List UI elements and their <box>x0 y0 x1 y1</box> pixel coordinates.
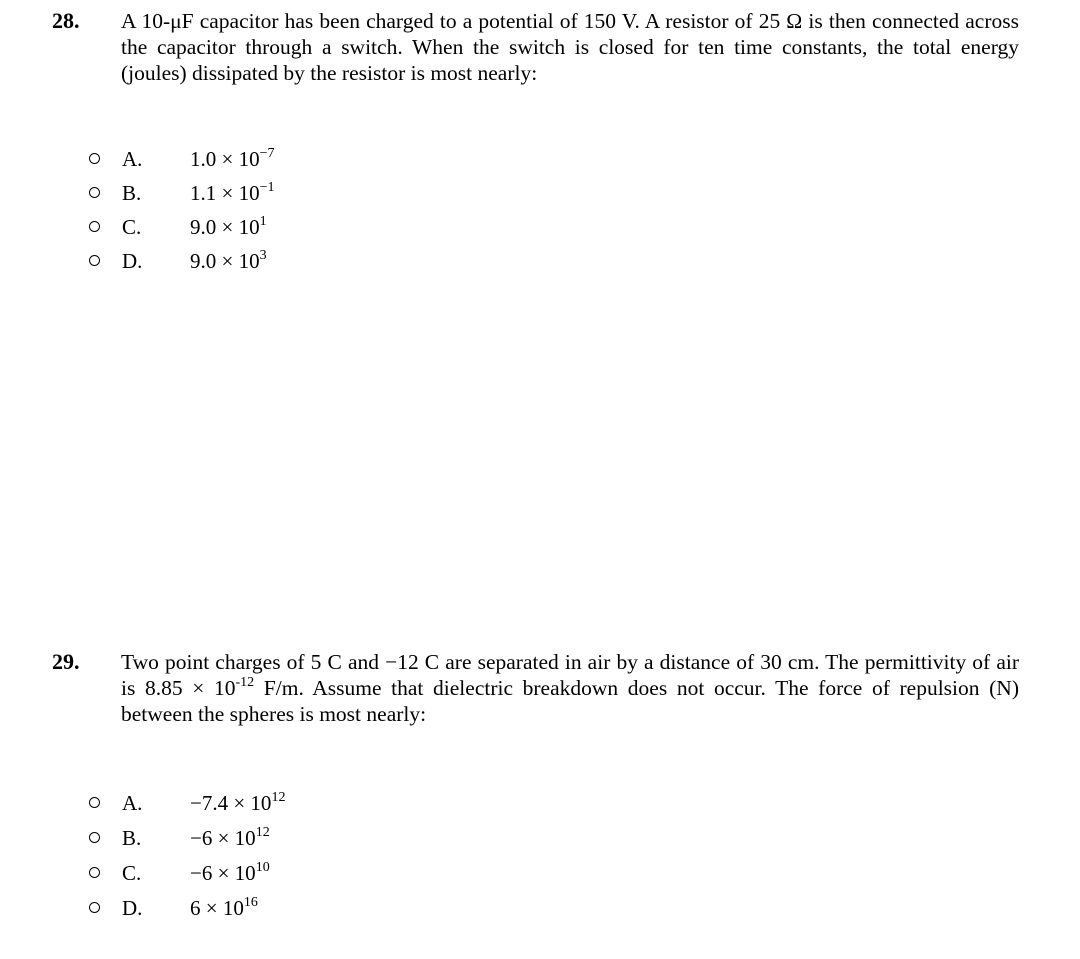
option-c[interactable] <box>0 214 600 248</box>
radio-button[interactable] <box>89 187 100 198</box>
option-value: $-7.4 \times 10^{12}$ <box>190 790 286 815</box>
option-a[interactable] <box>0 790 600 824</box>
option-letter: B. <box>122 826 142 850</box>
option-value: $-6 \times 10^{10}$ <box>190 860 270 885</box>
option-value: $6 \times 10^{16}$ <box>190 895 258 920</box>
radio-button[interactable] <box>89 832 100 843</box>
option-letter: D. <box>122 249 143 273</box>
option-letter: A. <box>122 147 143 171</box>
question-number: 29. <box>52 649 80 674</box>
option-value: $1.0 \times 10^{-7}$ <box>190 146 275 171</box>
option-letter: A. <box>122 791 143 815</box>
option-c[interactable] <box>0 860 600 894</box>
question-text: Two point charges of 5 C and −12 C are separated in air by a distance of 30 cm. The permittivity of air is $8.85 \times 10^{-12}$ F/m. Assume that dielectric breakdown does not occur. The force of repulsion (N) between the spheres is most nearly: <box>121 650 1019 726</box>
option-letter: B. <box>122 181 142 205</box>
radio-button[interactable] <box>89 153 100 164</box>
option-letter: C. <box>122 215 142 239</box>
option-value: $-6 \times 10^{12}$ <box>190 825 270 850</box>
option-b[interactable] <box>0 180 600 214</box>
option-letter: C. <box>122 861 142 885</box>
radio-button[interactable] <box>89 797 100 808</box>
radio-button[interactable] <box>89 255 100 266</box>
question-number: 28. <box>52 8 80 33</box>
option-value: $1.1 \times 10^{-1}$ <box>190 180 275 205</box>
option-a[interactable] <box>0 146 600 180</box>
option-value: $9.0 \times 10^1$ <box>190 214 267 239</box>
option-value: $9.0 \times 10^3$ <box>190 248 267 273</box>
option-d[interactable] <box>0 248 600 282</box>
radio-button[interactable] <box>89 221 100 232</box>
option-b[interactable] <box>0 825 600 859</box>
radio-button[interactable] <box>89 902 100 913</box>
radio-button[interactable] <box>89 867 100 878</box>
question-text: A 10-μF capacitor has been charged to a potential of 150 V. A resistor of 25 Ω is then connected across the capacitor through a switch. When the switch is closed for ten time constants, the total energy (joules) dissipated by the resistor is most nearly: <box>121 9 1019 85</box>
option-letter: D. <box>122 896 143 920</box>
option-d[interactable] <box>0 895 600 929</box>
